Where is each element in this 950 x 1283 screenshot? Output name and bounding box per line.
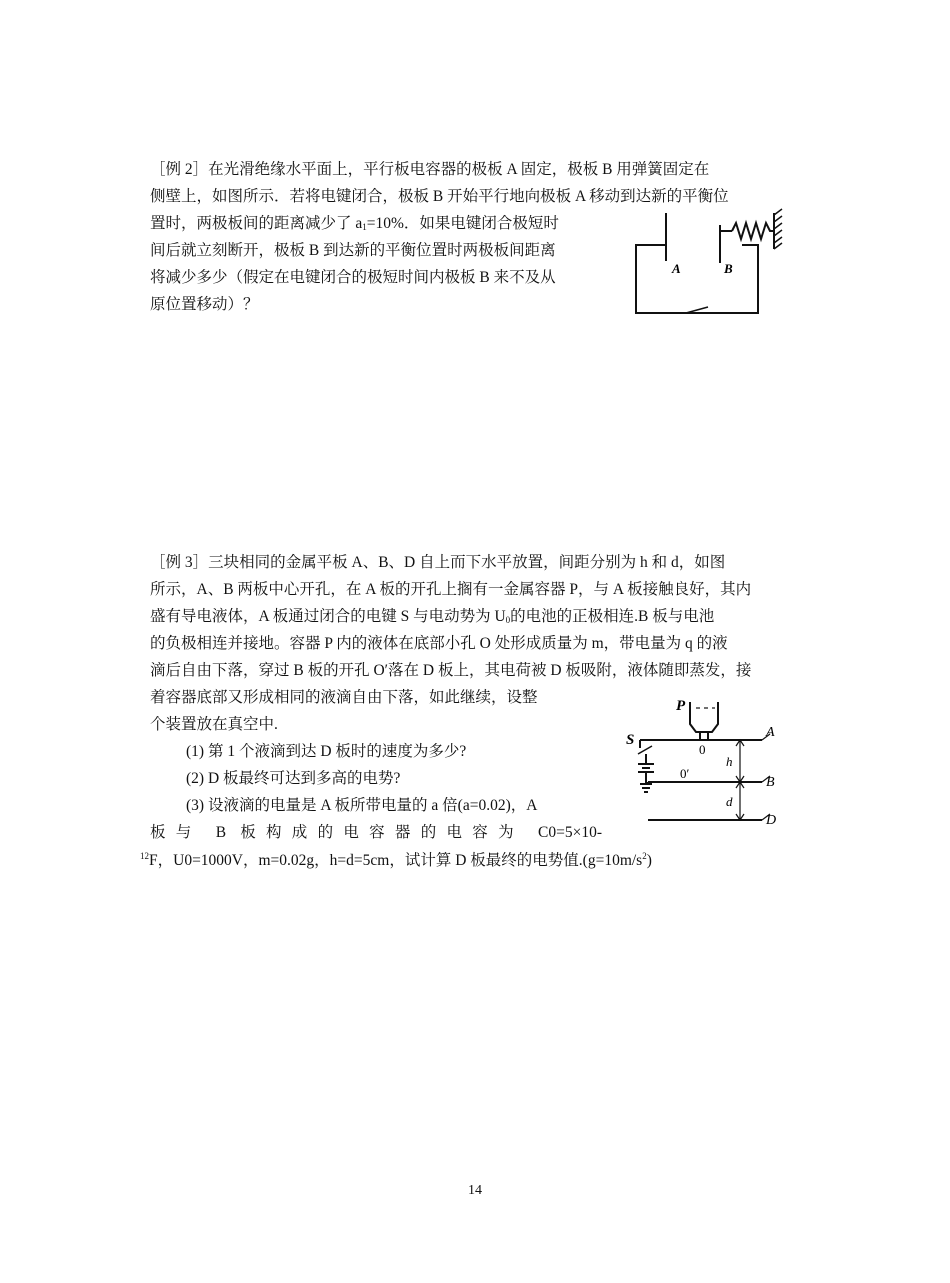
ex3-question-1: (1) 第 1 个液滴到达 D 板时的速度为多少? xyxy=(186,743,467,760)
ex3-line-2: 所示，A、B 两板中心开孔，在 A 板的开孔上搁有一金属容器 P，与 A 板接触良好，其内 xyxy=(150,581,752,598)
ex3-question-3-end: $^{12}$F，U0=1000V，m=0.02g，h=d=5cm，试计算 D 板最终的电势值$.(g=10m/s^2)$ xyxy=(140,851,652,869)
label-o-prime: 0′ xyxy=(680,766,690,781)
ex2-line-5: 将减少多少（假定在电键闭合的极短时间内极板 B 来不及从 xyxy=(150,269,556,286)
label-o: 0 xyxy=(699,742,706,757)
ex3-line-3: 盛有导电液体，A 板通过闭合的电键 S 与电动势为 $U_0$的电池的正极相连.B 板与电池 xyxy=(150,608,715,625)
page-number: 14 xyxy=(468,1183,482,1198)
label-p: P xyxy=(676,698,686,714)
ex2-line-1: ［例 2］在光滑绝缘水平面上，平行板电容器的极板 A 固定，极板 B 用弹簧固定在 xyxy=(150,161,710,178)
ex3-line-7: 个装置放在真空中. xyxy=(150,716,278,733)
ex3-line-6: 着容器底部又形成相同的液滴自由下落，如此继续，设整 xyxy=(150,689,538,706)
label-b: B xyxy=(724,261,733,276)
label-h: h xyxy=(726,754,733,769)
ex3-question-3-cont: 板与 B 板构成的电容器的电容为 C0=5×10- xyxy=(150,824,602,841)
circuit-wire xyxy=(636,213,758,313)
ex3-question-2: (2) D 板最终可达到多高的电势? xyxy=(186,770,401,787)
ex2-line-4: 间后就立刻断开，极板 B 到达新的平衡位置时两极板间距离 xyxy=(150,242,556,259)
label-s: S xyxy=(626,732,635,748)
label-d: D xyxy=(766,813,777,828)
spring xyxy=(732,223,774,239)
ex2-capacitor-figure xyxy=(628,205,788,317)
ex3-line-1: ［例 3］三块相同的金属平板 A、B、D 自上而下水平放置，间距分别为 h 和 d，如图 xyxy=(150,554,726,571)
label-b: B xyxy=(766,775,775,790)
label-a: A xyxy=(672,261,681,276)
ex3-line-4: 的负极相连并接地。容器 P 内的液体在底部小孔 O 处形成质量为 m，带电量为 q 的液 xyxy=(150,635,728,652)
label-d-gap: d xyxy=(726,794,733,809)
ex2-line-3: 置时，两极板间的距离减少了 $a_1=10\%$．如果电键闭合极短时 xyxy=(150,215,559,232)
ex3-plates-figure xyxy=(612,692,788,832)
ex3-line-5: 滴后自由下落，穿过 B 板的开孔 O′落在 D 板上，其电荷被 D 板吸附，液体随即蒸发，接 xyxy=(150,662,752,679)
ex2-line-2: 侧壁上，如图所示．若将电键闭合，极板 B 开始平行地向极板 A 移动到达新的平衡位 xyxy=(150,188,729,205)
ex2-line-6: 原位置移动）？ xyxy=(150,296,259,313)
label-a: A xyxy=(766,725,775,740)
ex3-question-3: (3) 设液滴的电量是 A 板所带电量的 a 倍(a=0.02)，A xyxy=(186,797,538,814)
container-p xyxy=(690,702,718,732)
